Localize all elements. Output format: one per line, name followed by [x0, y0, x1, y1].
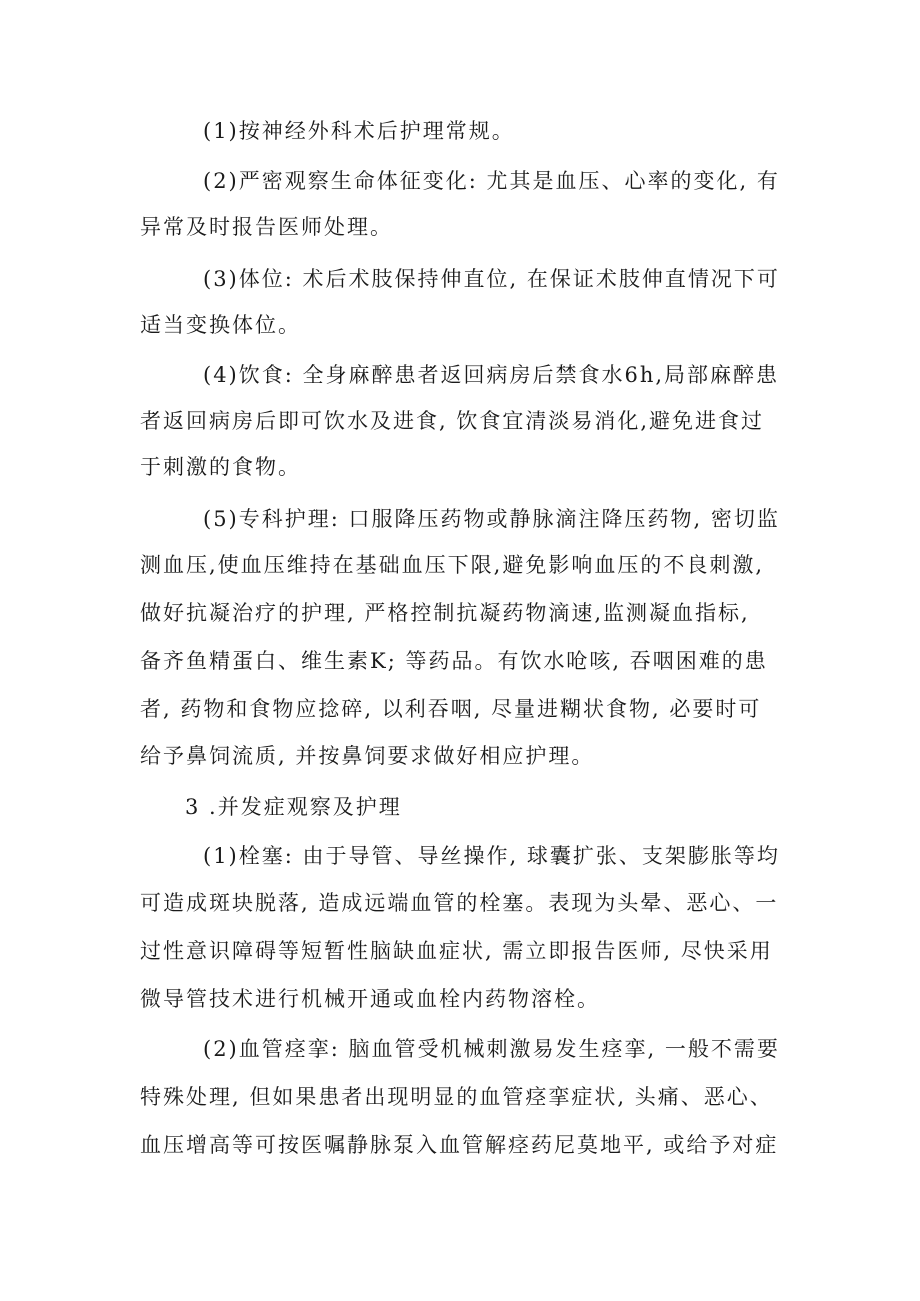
paragraph-line: 过性意识障碍等短暂性脑缺血症状, 需立即报告医师, 尽快采用 [140, 939, 773, 963]
paragraph-line: 适当变换体位。 [140, 313, 301, 337]
paragraph-line: 异常及时报告医师处理。 [140, 215, 393, 239]
paragraph-line: (5)专科护理: 口服降压药物或静脉滴注降压药物, 密切监 [203, 507, 780, 531]
paragraph-line: (1)按神经外科术后护理常规。 [203, 119, 515, 143]
paragraph-line: 者返回病房后即可饮水及进食, 饮食宜清淡易消化,避免进食过 [140, 409, 765, 433]
paragraph-line: 做好抗凝治疗的护理, 严格控制抗凝药物滴速,监测凝血指标, [140, 601, 750, 625]
section-heading: 3 .并发症观察及护理 [185, 795, 402, 819]
paragraph-line: (2)严密观察生命体征变化: 尤其是血压、心率的变化, 有 [203, 169, 780, 193]
paragraph-line: 测血压,使血压维持在基础血压下限,避免影响血压的不良刺激, [140, 553, 765, 577]
paragraph-line: 备齐鱼精蛋白、维生素K; 等药品。有饮水呛咳, 吞咽困难的患 [140, 649, 768, 673]
paragraph-line: 微导管技术进行机械开通或血栓内药物溶栓。 [140, 987, 600, 1011]
paragraph-line: 于刺激的食物。 [140, 455, 301, 479]
paragraph-line: 特殊处理, 但如果患者出现明显的血管痉挛症状, 头痛、恶心、 [140, 1085, 773, 1109]
paragraph-line: 可造成斑块脱落, 造成远端血管的栓塞。表现为头晕、恶心、一 [140, 891, 779, 915]
paragraph-line: 者, 药物和食物应捻碎, 以利吞咽, 尽量进糊状食物, 必要时可 [140, 697, 762, 721]
paragraph-line: (2)血管痉挛: 脑血管受机械刺激易发生痉挛, 一般不需要 [203, 1037, 780, 1061]
paragraph-line: 血压增高等可按医嘱静脉泵入血管解痉药尼莫地平, 或给予对症 [140, 1133, 779, 1157]
paragraph-line: (1)栓塞: 由于导管、导丝操作, 球囊扩张、支架膨胀等均 [203, 844, 780, 868]
paragraph-line: (4)饮食: 全身麻醉患者返回病房后禁食水6h,局部麻醉患 [203, 363, 780, 387]
paragraph-line: (3)体位: 术后术肢保持伸直位, 在保证术肢伸直情况下可 [203, 267, 780, 291]
paragraph-line: 给予鼻饲流质, 并按鼻饲要求做好相应护理。 [140, 744, 595, 768]
